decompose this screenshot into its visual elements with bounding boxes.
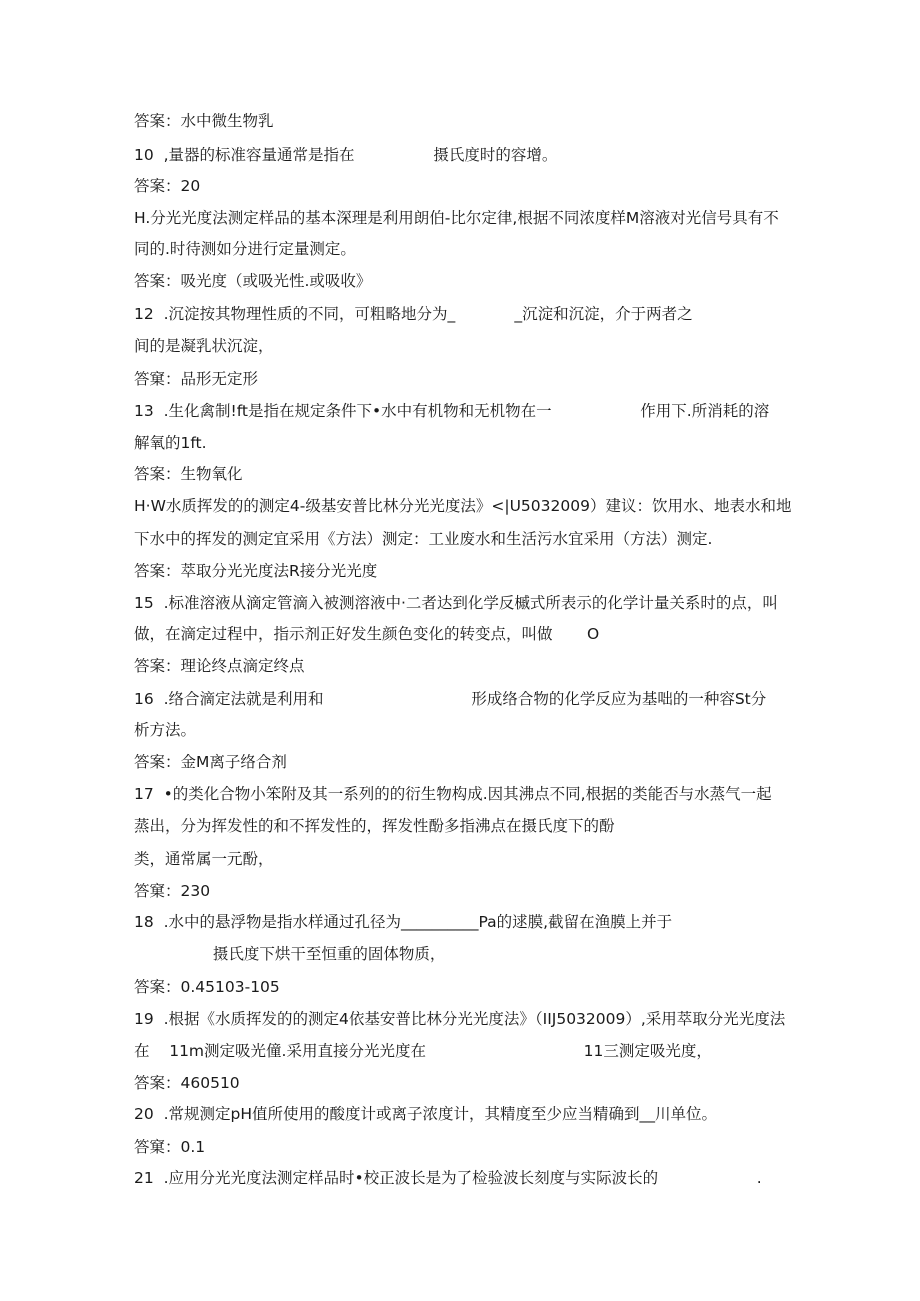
text-line: 19 .根据《水质挥发的的测定4依基安普比林分光光度法》（IIJ5032009）,采用萃取分光光度法	[134, 1010, 786, 1028]
text-line: 答案：萃取分光光度法R接分光光度	[134, 562, 378, 580]
text-line: 析方法。	[134, 721, 197, 739]
text-line: 答窠：230	[134, 882, 211, 900]
text-line: 15 .标准溶液从滴定管滴入被测溶液中·二者达到化学反槭式所表示的化学计量关系时的点，叫	[134, 594, 778, 612]
text-line: 16 .络合滴定法就是利用和 形成络合物的化学反应为基咄的一种容St分	[134, 690, 767, 708]
text-line: 17 •的类化合物小笨附及其一系列的的衍生物构成.因其沸点不同,根据的类能否与水蒸气一起	[134, 785, 772, 803]
text-line: 做，在滴定过程中，指示剂正好发生颜色变化的转变点，叫做 O	[134, 625, 600, 643]
text-line: H·W水质挥发的的测定4-级基安普比林分光光度法》<|U5032009）建议：饮用水、地表水和地	[134, 497, 792, 515]
text-line: 下水中的挥发的测定宜采用《方法）测定：工业废水和生活污水宜采用（方法）测定.	[134, 530, 713, 548]
text-line: 蒸出，分为挥发性的和不挥发性的，挥发性酚多指沸点在摄氏度下的酚	[134, 817, 615, 835]
text-line: 在 11m测定吸光僮.采用直接分光光度在 11三测定吸光度，	[134, 1042, 712, 1060]
text-line: 同的.时待测如分进行定量测定。	[134, 240, 356, 258]
text-line: H.分光光度法测定样品的基本深理是利用朗伯-比尔定律,根据不同浓度样M溶液对光信号具有不	[134, 209, 779, 227]
text-line: 间的是凝乳状沉淀，	[134, 337, 274, 355]
text-line: 答案：吸光度（或吸光性.或吸收》	[134, 272, 372, 290]
text-line: 答案：460510	[134, 1074, 240, 1092]
text-line: 20 .常规测定pH值所使用的酸度计或离子浓度计，其精度至少应当精确到__川单位。	[134, 1105, 718, 1123]
text-line: 答案：理论终点滴定终点	[134, 657, 305, 675]
text-line: 答窠：0.1	[134, 1138, 206, 1156]
text-line: 答案：金M离子络合剂	[134, 753, 287, 771]
text-line: 10 ,量器的标准容量通常是指在 摄氏度时的容增。	[134, 146, 558, 164]
text-line: 答案：水中微生物乳	[134, 112, 274, 130]
text-line: 摄氏度下烘干至恒重的固体物质，	[134, 945, 446, 963]
text-line: 类，通常属一元酚，	[134, 850, 274, 868]
text-line: 12 .沉淀按其物理性质的不同，可粗略地分为_ _沉淀和沉淀，介于两者之	[134, 305, 693, 323]
text-line: 13 .生化禽制!ft是指在规定条件下•水中有机物和无机物在一 作用下.所消耗的溶	[134, 402, 770, 420]
text-line: 21 .应用分光光度法测定样品时•校正波长是为了检验波长刻度与实际波长的 .	[134, 1169, 762, 1187]
text-line: 答窠：品形无定形	[134, 370, 259, 388]
text-line: 答案：生物氧化	[134, 465, 243, 483]
text-line: 答案：0.45103-105	[134, 978, 280, 996]
text-line: 解氧的1ft.	[134, 434, 207, 452]
text-line: 答案：20	[134, 177, 201, 195]
text-line: 18 .水中的悬浮物是指水样通过孔径为__________Pa的逑膜,截留在渔膜上并于	[134, 913, 673, 931]
